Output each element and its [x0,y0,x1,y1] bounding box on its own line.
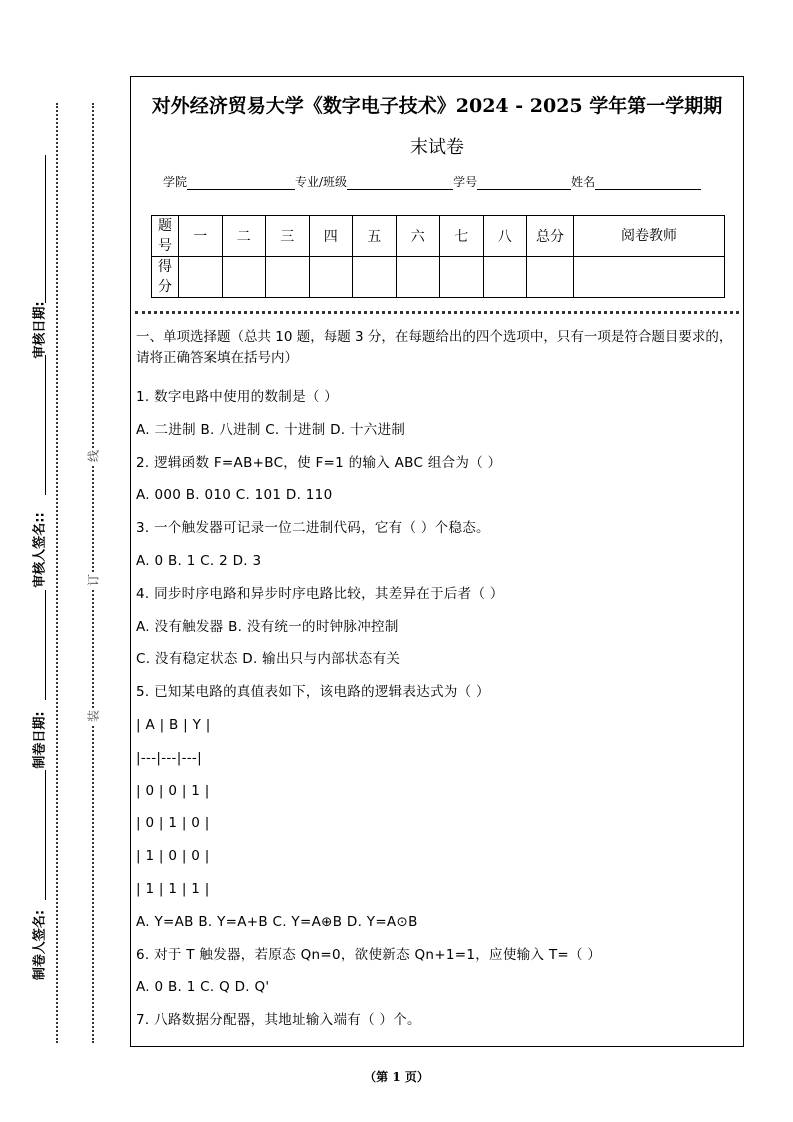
col-8: 八 [483,216,527,257]
question-line: A. 000 B. 010 C. 101 D. 110 [136,487,333,504]
col-grader: 阅卷教师 [574,216,725,257]
student-info [163,173,701,190]
score-label: 得分 [152,257,179,298]
score-cell[interactable] [396,257,440,298]
question-number-label: 题号 [152,216,179,257]
name-label: 姓名 [571,175,596,189]
student-id-field[interactable] [477,177,571,190]
question-line: | 1 | 1 | 1 | [136,881,210,897]
col-5: 五 [353,216,397,257]
exam-title-cont: 末试卷 [410,137,464,158]
question-line: 6. 对于 T 触发器，若原态 Qn=0，欲使新态 Qn+1=1，应使输入 T=（ ） [136,946,602,963]
question-line: A. 二进制 B. 八进制 C. 十进制 D. 十六进制 [136,421,406,438]
col-7: 七 [440,216,484,257]
col-2: 二 [222,216,266,257]
reviewer-signature-line [45,355,46,495]
question-line: | 1 | 0 | 0 | [136,848,210,865]
student-id-label: 学号 [453,175,478,189]
question-line: 4. 同步时序电路和异步时序电路比较，其差异在于后者（ ） [136,585,504,602]
score-cell[interactable] [266,257,310,298]
score-cell[interactable] [179,257,223,298]
question-line: C. 没有稳定状态 D. 输出只与内部状态有关 [136,651,401,668]
question-line: A. 0 B. 1 C. 2 D. 3 [136,553,262,569]
page-number: （第 1 页） [364,1070,429,1084]
score-table-header-row [152,216,725,257]
question-line: | A | B | Y | [136,717,211,733]
prepare-date-line [45,590,46,700]
question-line: 2. 逻辑函数 F=AB+BC，使 F=1 的输入 ABC 组合为（ ） [136,454,502,471]
question-line: | 0 | 0 | 1 | [136,782,210,799]
college-field[interactable] [187,177,295,190]
reviewer-signature-label: 审核人签名:: [32,512,48,588]
score-cell[interactable] [353,257,397,298]
question-line: A. 没有触发器 B. 没有统一的时钟脉冲控制 [136,618,399,635]
score-cell[interactable] [440,257,484,298]
score-cell[interactable] [527,257,574,298]
binding-char-xian: 线 [86,449,101,463]
question-line: A. Y=AB B. Y=A+B C. Y=A⊕B D. Y=A⊙B [136,913,418,930]
col-total: 总分 [527,216,574,257]
college-label: 学院 [163,175,188,189]
question-line: 7. 八路数据分配器，其地址输入端有（ ）个。 [136,1012,421,1029]
review-date-label: 审核日期: [32,301,48,359]
major-field[interactable] [347,177,453,190]
question-line: 1. 数字电路中使用的数制是（ ） [136,389,339,405]
name-field[interactable] [595,177,701,190]
question-line: |---|---|---| [136,749,202,766]
major-label: 专业/班级 [295,175,348,189]
score-cell[interactable] [483,257,527,298]
exam-title: 对外经济贸易大学《数字电子技术》2024 - 2025 学年第一学期期 [151,95,723,117]
col-4: 四 [309,216,353,257]
question-line: | 0 | 1 | 0 | [136,815,210,832]
section-divider [135,311,739,314]
preparer-signature-label: 制卷人签名: [32,909,48,981]
score-table-score-row [152,257,725,298]
col-1: 一 [179,216,223,257]
score-cell[interactable] [222,257,266,298]
binding-dotted-line-outer [56,103,58,1043]
col-6: 六 [396,216,440,257]
score-cell[interactable] [574,257,725,298]
col-3: 三 [266,216,310,257]
score-cell[interactable] [309,257,353,298]
binding-char-ding: 订 [86,573,101,587]
question-line: 3. 一个触发器可记录一位二进制代码，它有（ ）个稳态。 [136,520,490,537]
binding-char-zhuang: 装 [86,709,101,723]
question-line: 5. 已知某电路的真值表如下，该电路的逻辑表达式为（ ） [136,684,490,701]
prepare-date-label: 制卷日期: [32,711,48,769]
question-line: A. 0 B. 1 C. Q D. Q' [136,979,270,996]
preparer-signature-line [45,770,46,900]
exam-page [130,76,744,1047]
section-intro: 一、单项选择题（总共 10 题，每题 3 分，在每题给出的四个选项中，只有一项是符合题目要求的，请将正确答案填在括号内） [136,329,733,366]
review-date-line [45,155,46,303]
score-table [151,215,725,298]
